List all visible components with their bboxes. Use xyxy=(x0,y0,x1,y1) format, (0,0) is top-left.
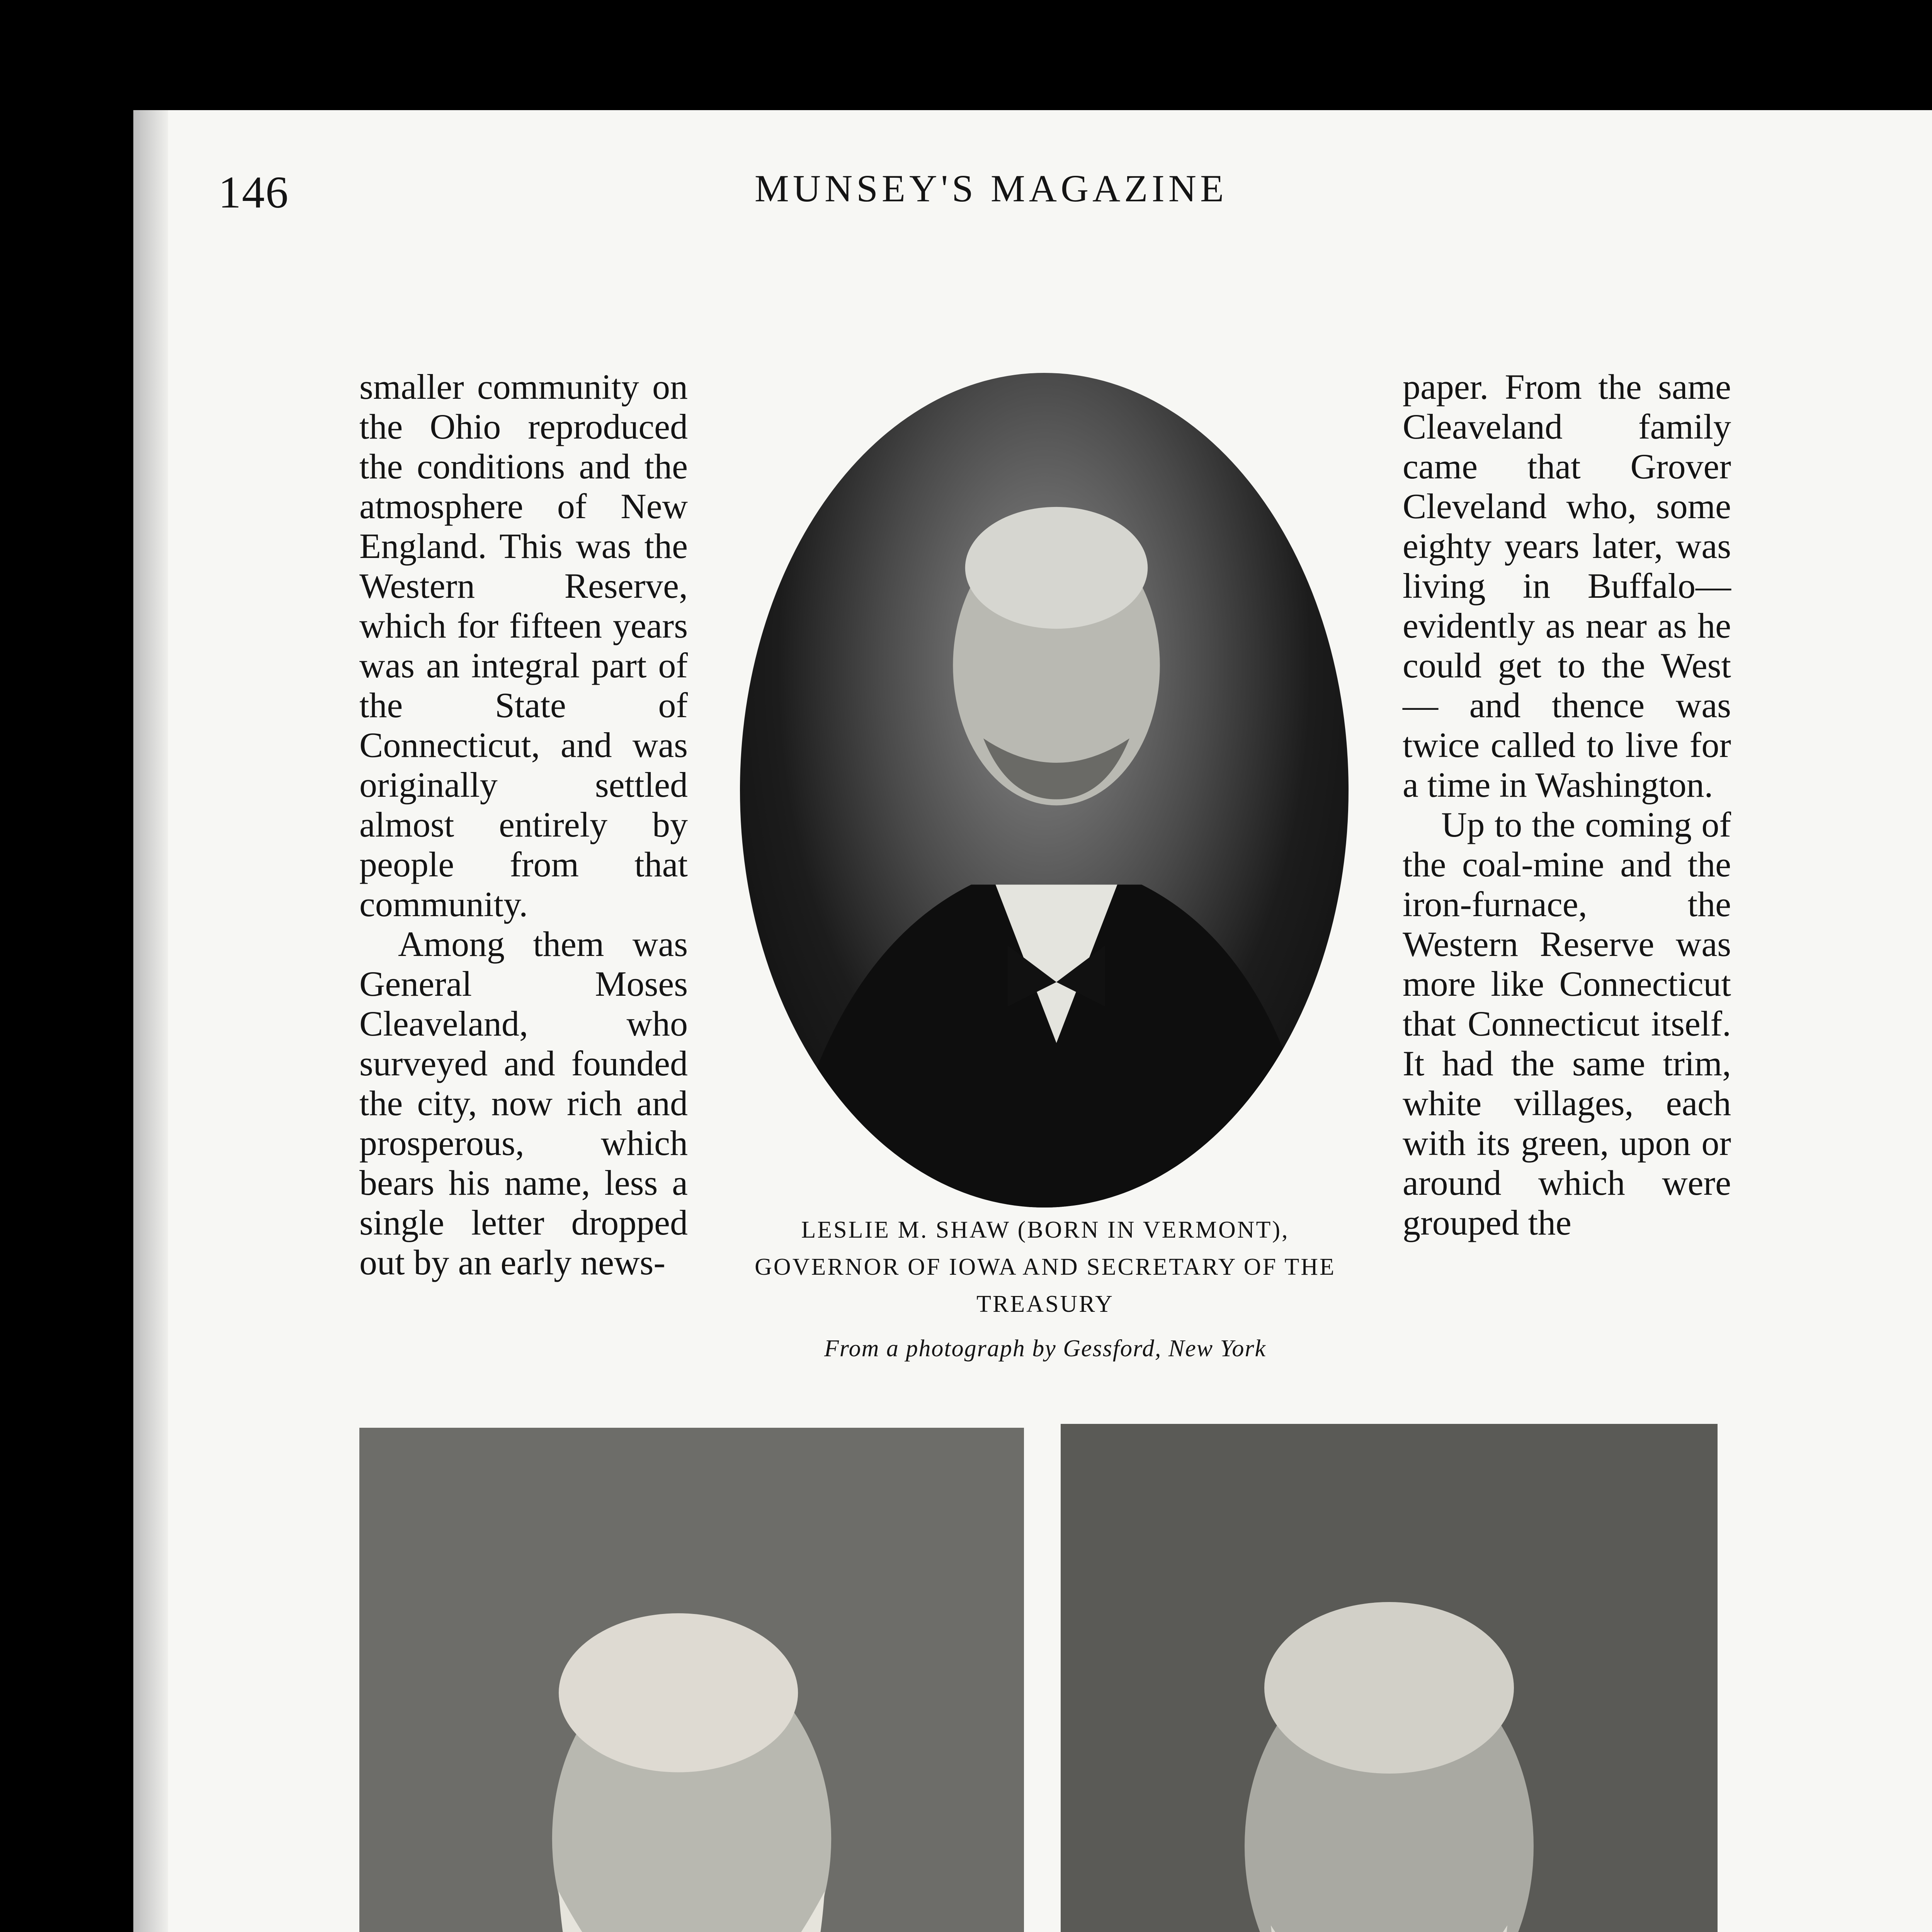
paragraph: paper. From the same Cleaveland family came that Grover Cleveland who, some eighty years later, was living in Buffalo—evidently as near as he could get to the West — and thence was twice called to live for a time in Washington. xyxy=(1403,367,1731,804)
right-text-column xyxy=(1403,367,1731,1243)
scan-page-edge xyxy=(133,110,168,1932)
paragraph: Up to the coming of the coal-mine and the iron-furnace, the Western Reserve was more like Connecticut that Connecticut itself. It had the same trim, white villages, each with its green, upon or around which were grouped the xyxy=(1403,805,1731,1242)
left-text-column xyxy=(359,367,688,1282)
paragraph: smaller community on the Ohio reproduced the conditions and the atmosphere of New England. This was the Western Reserve, which for fifteen years was an integral part of the State of Connecticut, and was originally settled almost entirely by people from that community. xyxy=(359,367,688,924)
credit-shaw: From a photograph by Gessford, New York xyxy=(824,1335,1267,1362)
running-title: MUNSEY'S MAGAZINE xyxy=(754,167,1228,210)
page-header xyxy=(218,166,1841,243)
page-number: 146 xyxy=(218,167,289,218)
portrait-swift xyxy=(359,1428,1024,1932)
portrait-pillsbury xyxy=(1061,1424,1718,1932)
paragraph: Among them was General Moses Cleaveland, who surveyed and founded the city, now rich and prosperous, which bears his name, less a single letter dropped out by an early news- xyxy=(359,924,688,1282)
caption-shaw: LESLIE M. SHAW (BORN IN VERMONT), GOVERNOR OF IOWA AND SECRETARY OF THE TREASURY xyxy=(755,1217,1336,1317)
portrait-swift-illustration xyxy=(359,1428,1024,1932)
portrait-shaw-illustration xyxy=(740,373,1349,1208)
portrait-shaw xyxy=(740,373,1349,1208)
portrait-pillsbury-illustration xyxy=(1061,1424,1718,1932)
